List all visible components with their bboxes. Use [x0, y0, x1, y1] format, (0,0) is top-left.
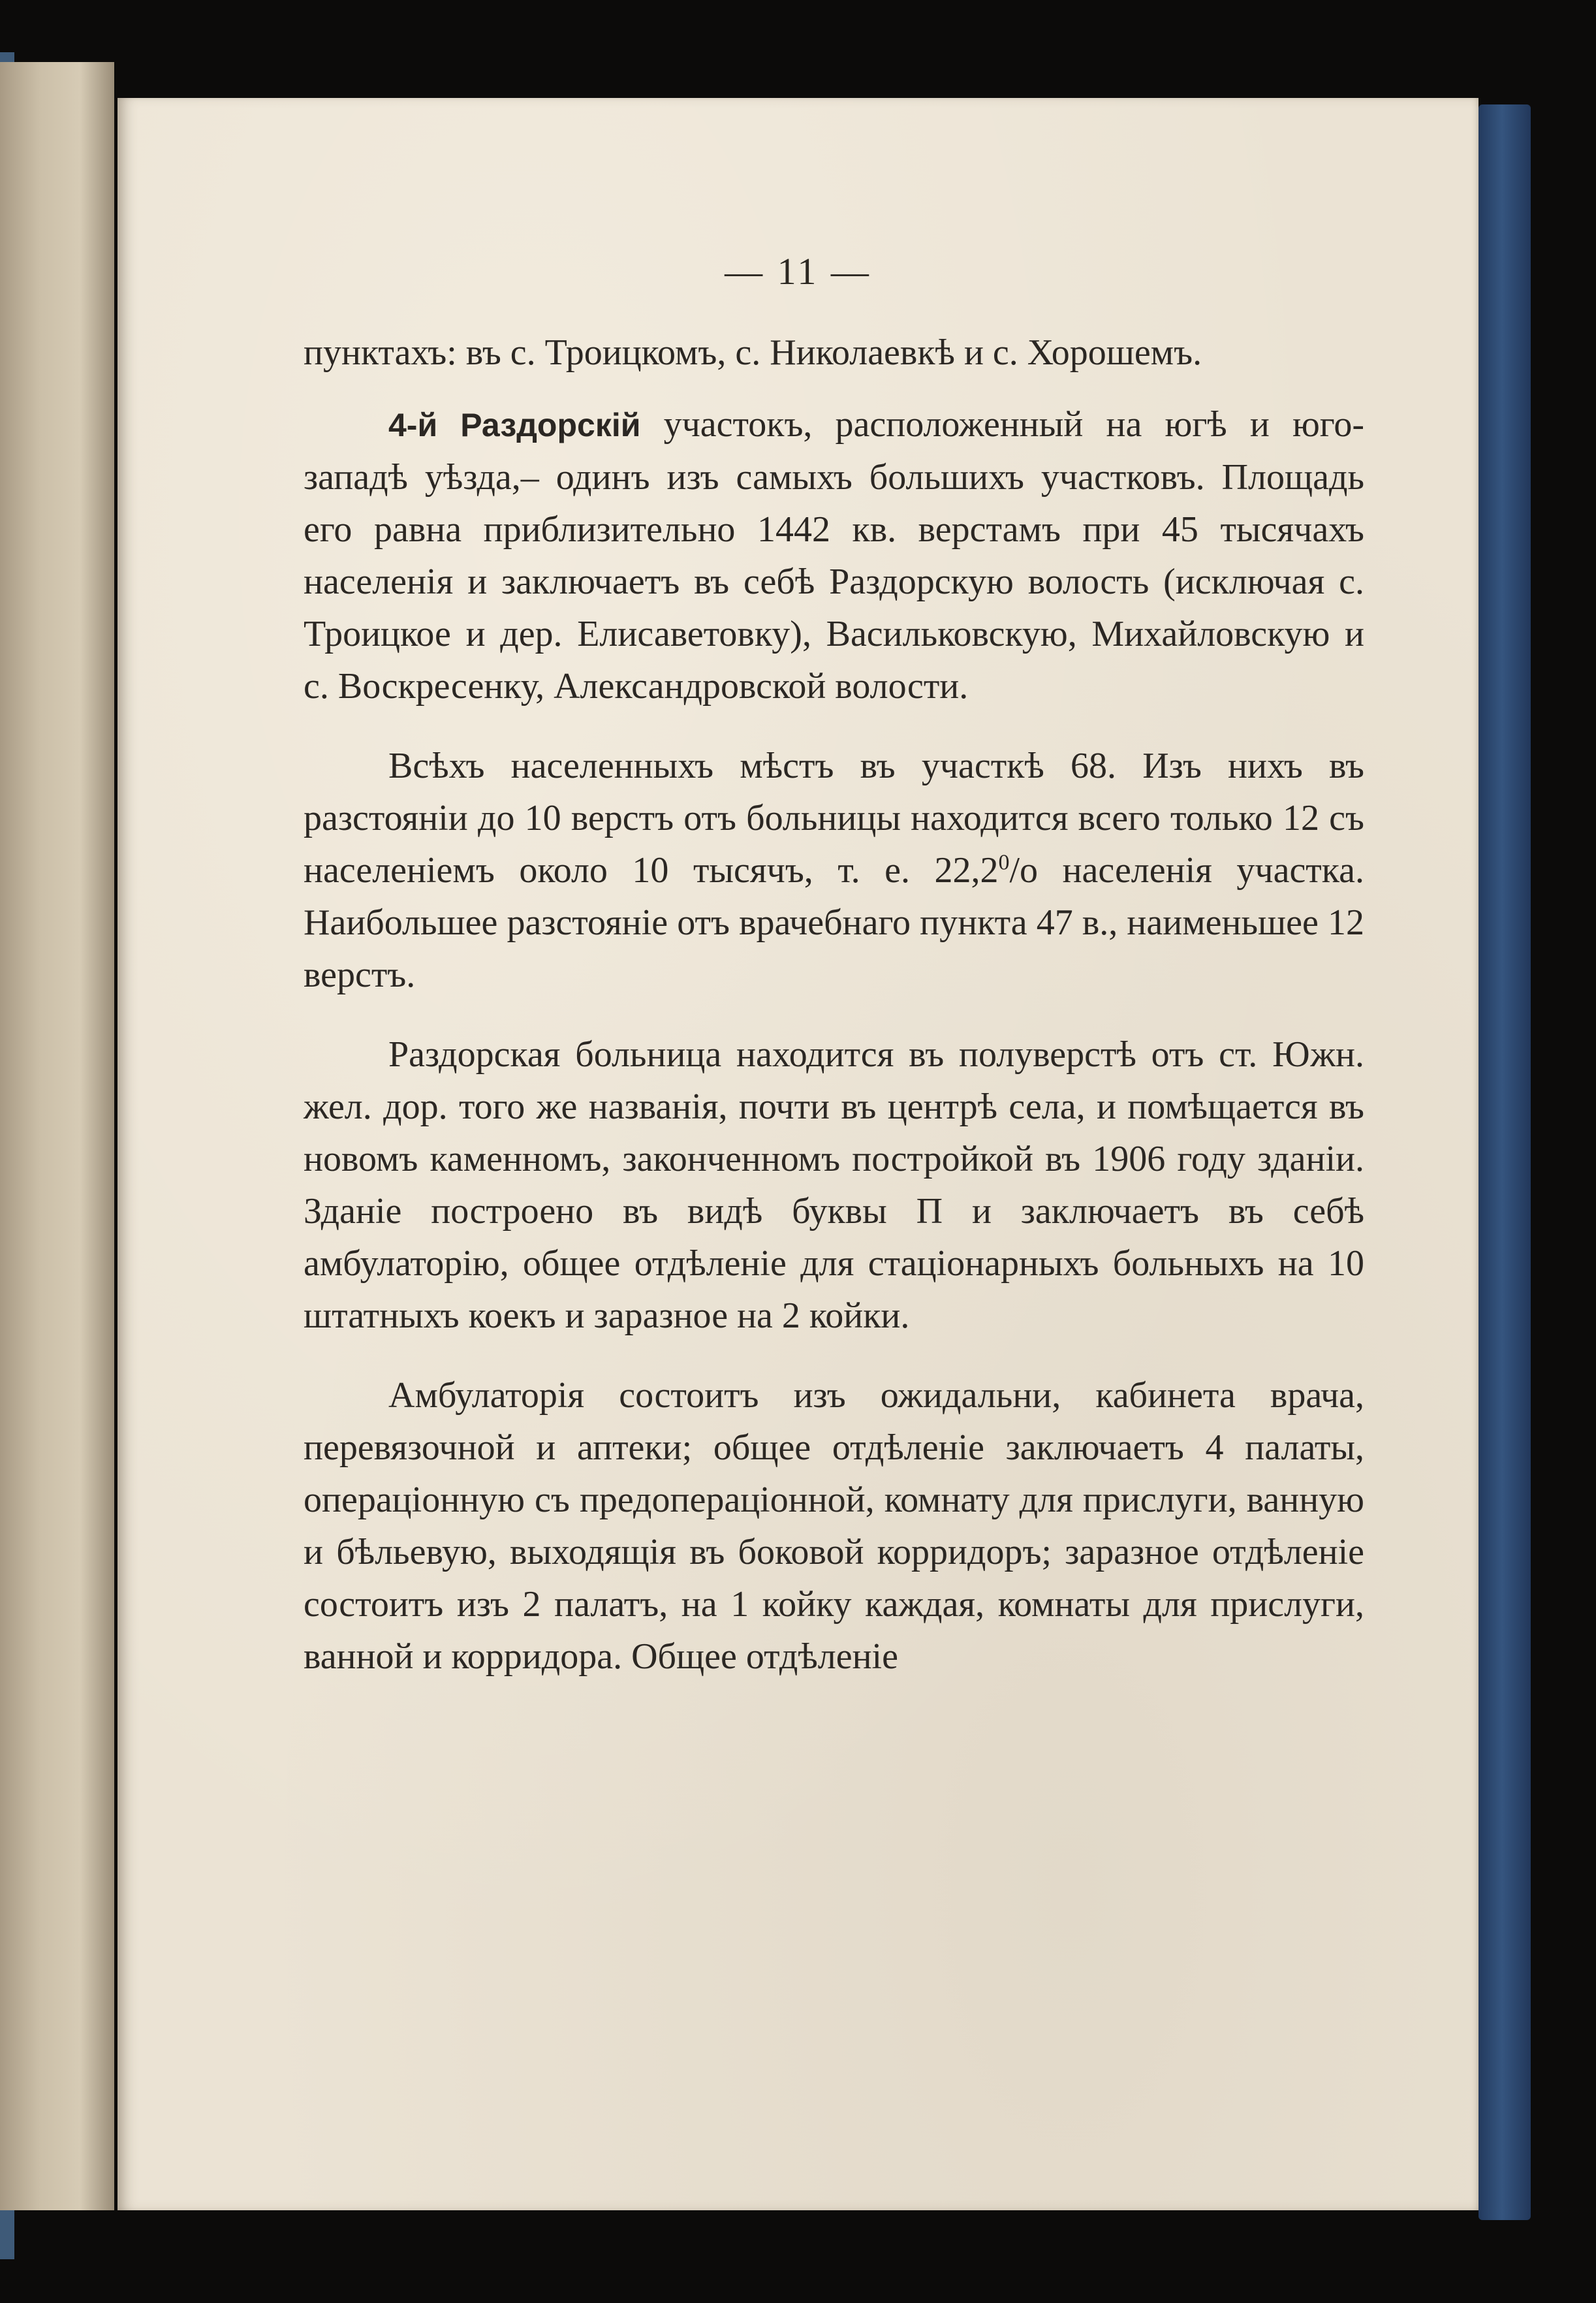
paragraph-continuation — [304, 326, 1364, 379]
paragraph-text: участокъ, расположенный на югѣ и юго-западѣ уѣзда,– одинъ изъ самыхъ большихъ участковъ. Площадь его равна приблизительно 1442 кв. верстамъ при 45 тысячахъ населенія и заключаетъ въ себѣ Раздорскую волость (исключая с. Троицкое и дер. Елисаветовку), Васильковскую, Михайловскую и с. Воскресенку, Александровской волости. — [304, 404, 1364, 707]
page-text — [304, 326, 1364, 1710]
paragraph-text: пунктахъ: въ с. Троицкомъ, с. Николаевкѣ и с. Хорошемъ. — [304, 332, 1202, 373]
paragraph-hospital — [304, 1028, 1364, 1342]
paragraph-text: Всѣхъ населенныхъ мѣстъ въ участкѣ 68. Изъ нихъ въ разстояніи до 10 верстъ отъ больницы находится всего только 12 съ населеніемъ около 10 тысячъ, т. е. 22,2 — [304, 746, 1364, 891]
paragraph-text: Раздорская больница находится въ полуверстѣ отъ ст. Южн. жел. дор. того же названія, почти въ центрѣ села, и помѣщается въ новомъ каменномъ, законченномъ постройкой въ 1906 году зданіи. Зданіе построено въ видѣ буквы П и заключаетъ въ себѣ амбулаторію, общее отдѣленіе для стаціонарныхъ больныхъ на 10 штатныхъ коекъ и заразное на 2 койки. — [304, 1034, 1364, 1336]
page-number: — 11 — — [725, 250, 871, 293]
paragraph-district-4 — [304, 398, 1364, 712]
district-heading: 4-й Раздорскій — [388, 407, 641, 443]
previous-page-edge — [0, 62, 114, 2210]
paragraph-settlements — [304, 740, 1364, 1001]
book-cover-binding — [1479, 104, 1531, 2220]
paragraph-ambulatory — [304, 1369, 1364, 1683]
paragraph-text: /o населенія участка. Наибольшее разстояніе отъ врачебнаго пункта 47 в., наименьшее 12 верстъ. — [304, 850, 1364, 995]
percent-superscript: 0 — [998, 850, 1010, 875]
book-page — [117, 98, 1479, 2210]
paragraph-text: Амбулаторія состоитъ изъ ожидальни, кабинета врача, перевязочной и аптеки; общее отдѣленіе заключаетъ 4 палаты, операціонную съ предопераціонной, комнату для прислуги, ванную и бѣльевую, выходящія въ боковой корридоръ; заразное отдѣленіе состоитъ изъ 2 палатъ, на 1 койку каждая, комнаты для прислуги, ванной и корридора. Общее отдѣленіе — [304, 1375, 1364, 1677]
